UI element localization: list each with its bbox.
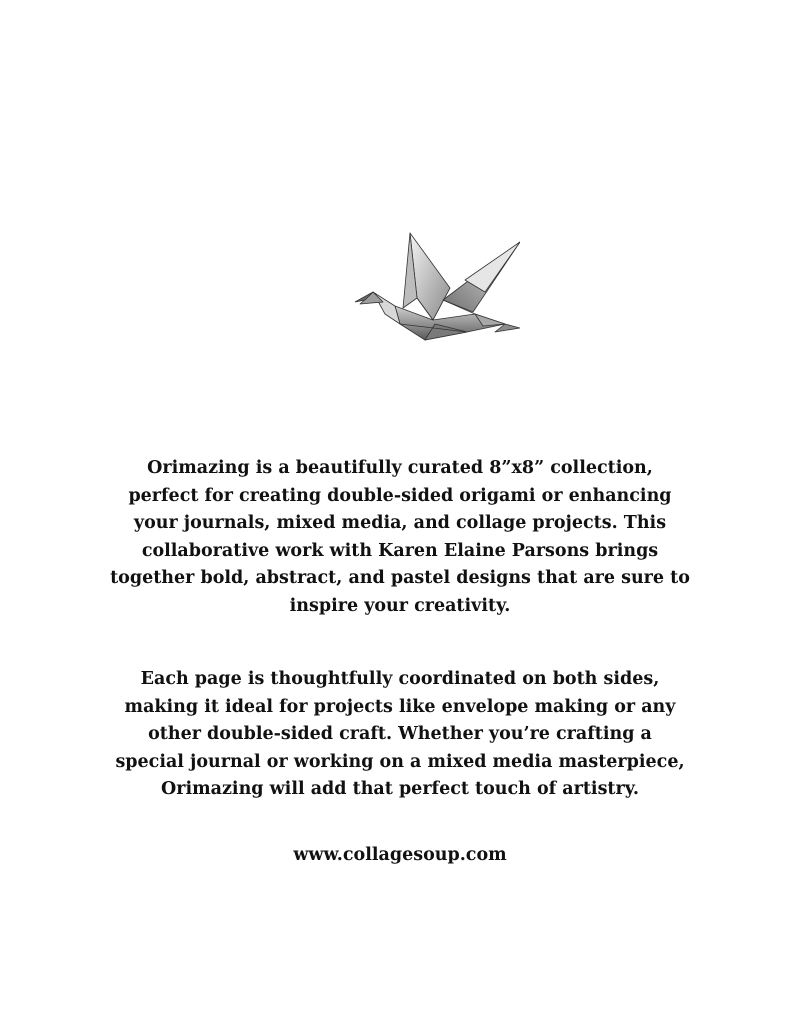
paragraph-1-line: your journals, mixed media, and collage projects. This — [133, 513, 667, 533]
paragraph-2-line: special journal or working on a mixed media masterpiece, — [115, 751, 685, 772]
paragraph-1-line: perfect for creating double-sided origami or enhancing — [128, 485, 672, 506]
paragraph-1-line: Orimazing is a beautifully curated 8”x8” collection, — [147, 458, 653, 478]
description-paragraph-2 — [80, 666, 720, 804]
paragraph-2-line: making it ideal for projects like envelope making or any — [124, 696, 676, 717]
paragraph-1-line: inspire your creativity. — [289, 595, 511, 616]
paragraph-1-line: collaborative work with Karen Elaine Parsons brings — [141, 540, 659, 561]
description-paragraph-1 — [80, 455, 720, 620]
paragraph-1-line: together bold, abstract, and pastel designs that are sure to — [110, 568, 690, 588]
website-url — [80, 842, 720, 870]
origami-crane-icon — [355, 228, 520, 350]
paragraph-2-line: other double-sided craft. Whether you’re crafting a — [148, 724, 652, 744]
website-text: www.collagesoup.com — [293, 845, 507, 865]
paragraph-2-line: Orimazing will add that perfect touch of artistry. — [161, 779, 639, 799]
paragraph-2-line: Each page is thoughtfully coordinated on both sides, — [140, 669, 660, 689]
